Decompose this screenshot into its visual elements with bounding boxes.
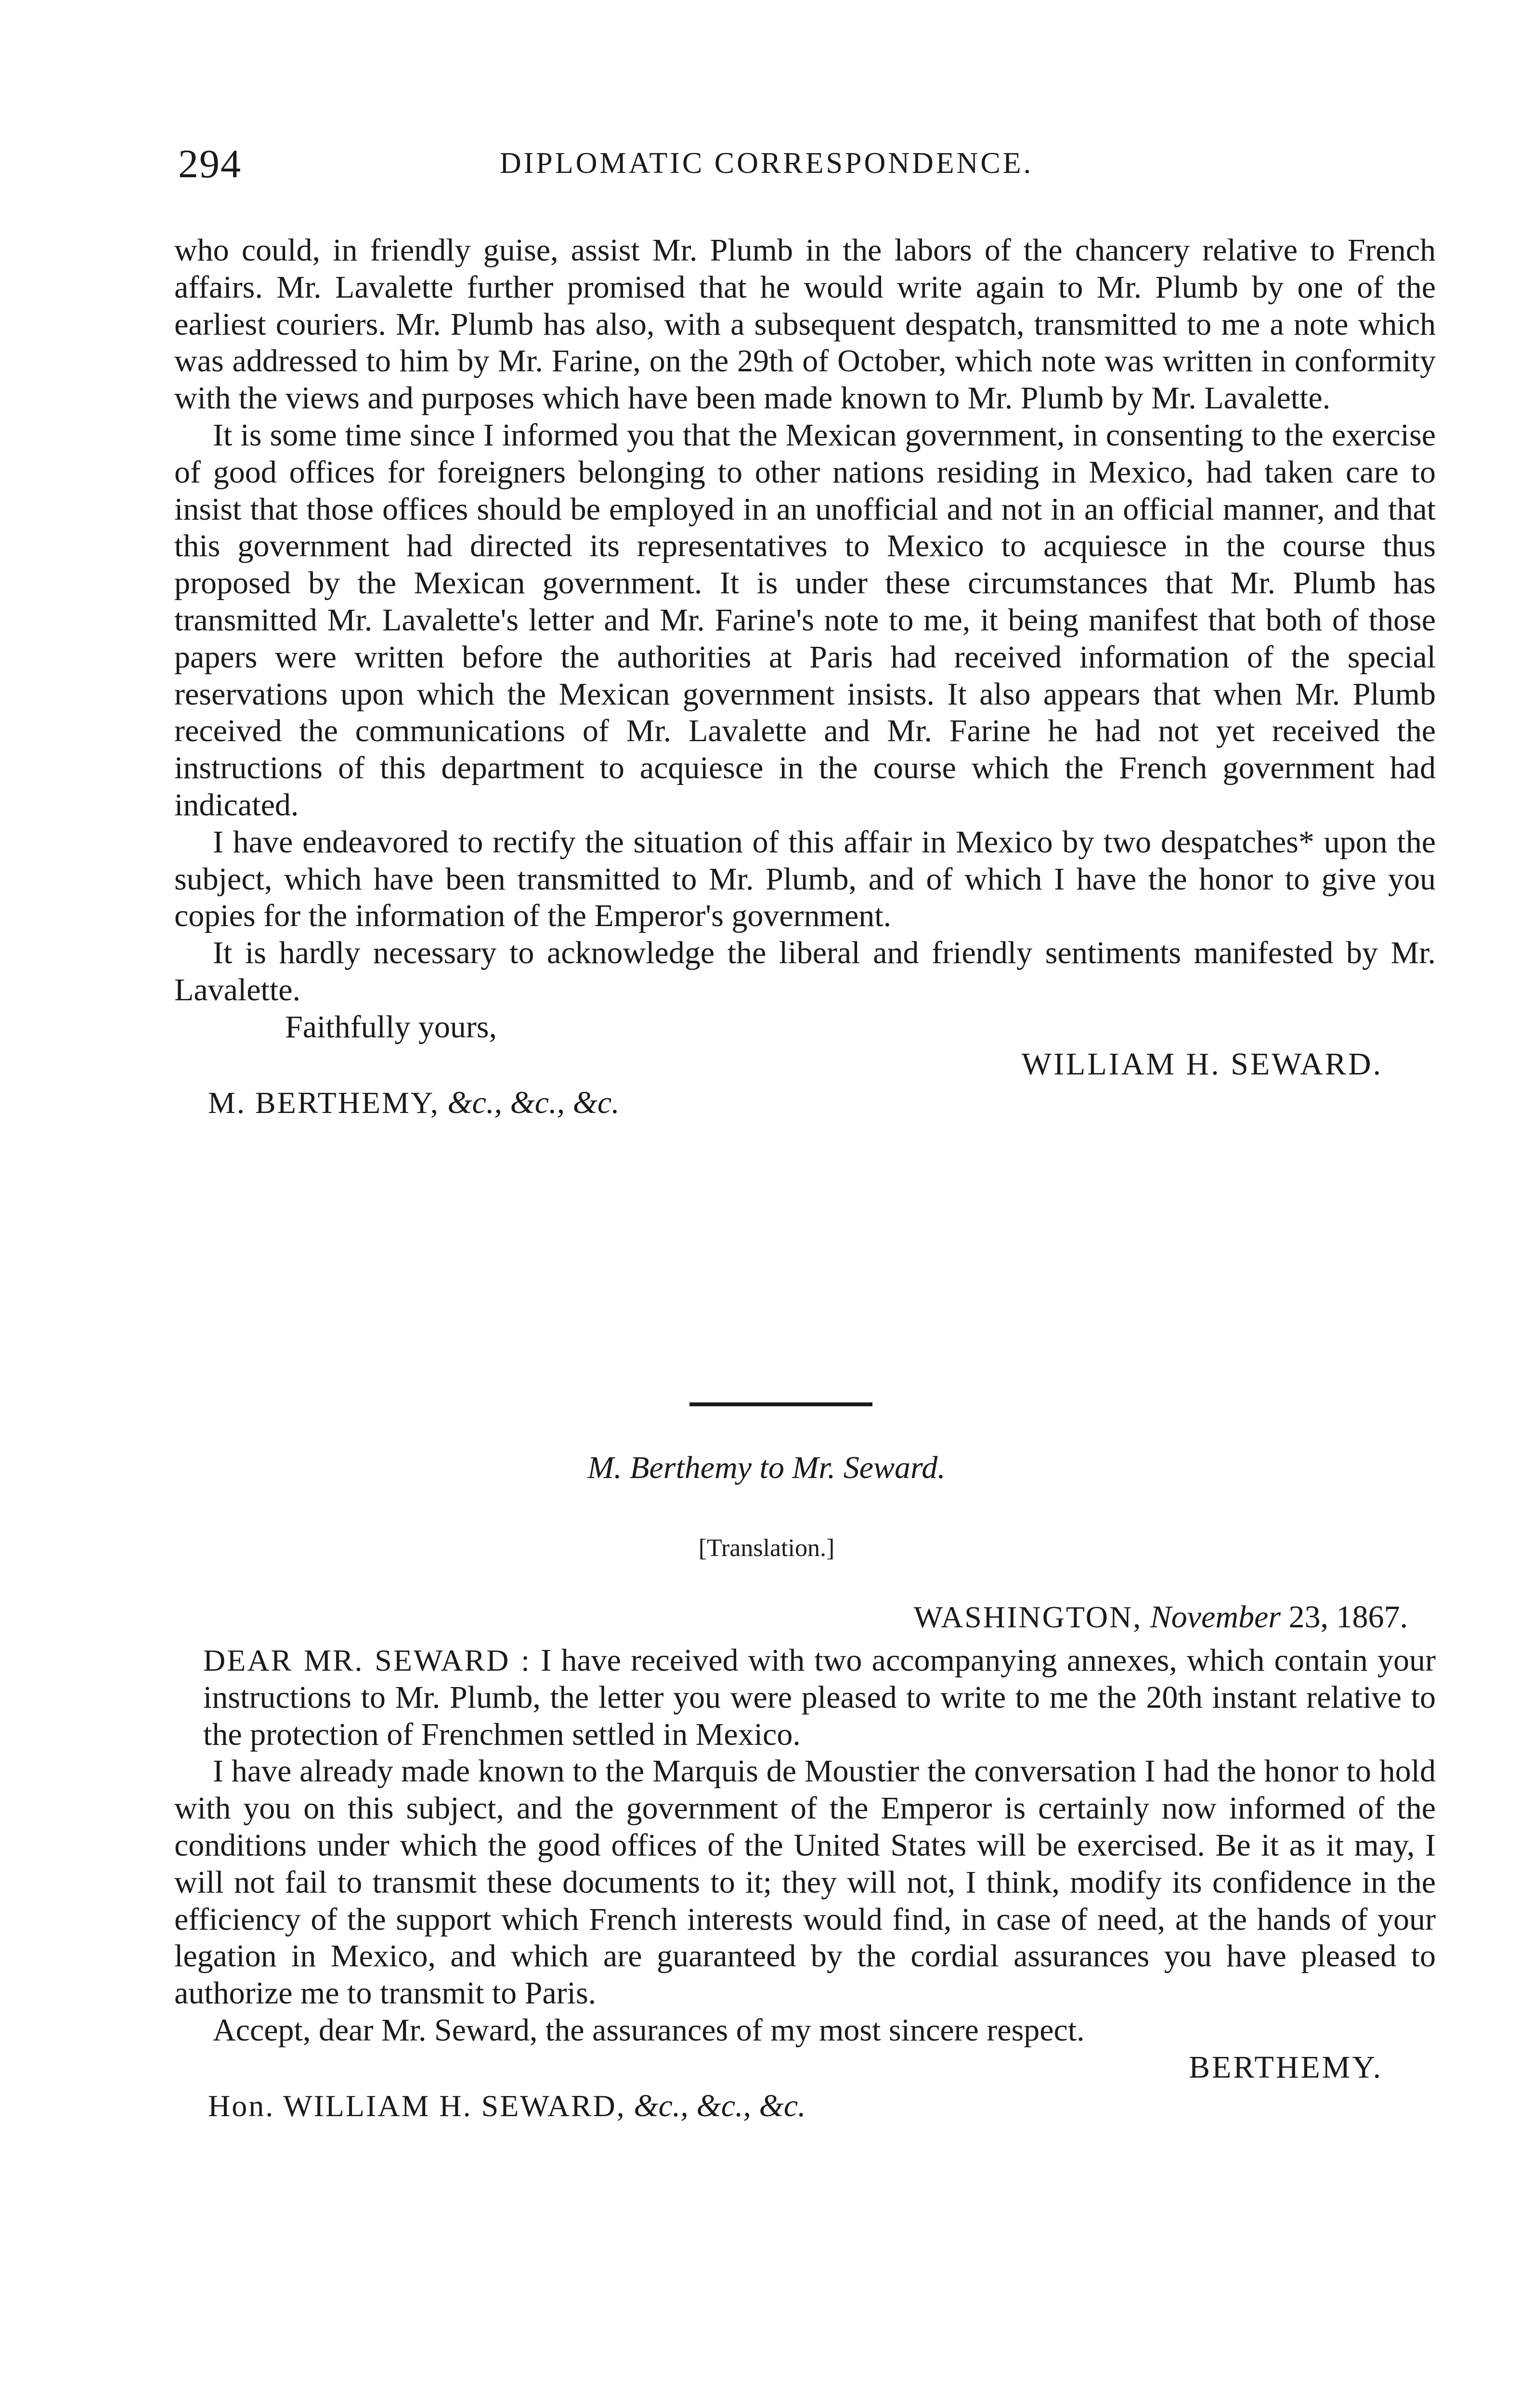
- addressee: [174, 2088, 1436, 2125]
- paragraph: It is hardly necessary to acknowledge the liberal and friendly sentiments manifested by Mr. Lavalette.: [174, 935, 1436, 1008]
- paragraph: who could, in friendly guise, assist Mr. Plumb in the labors of the chancery relative to French affairs. Mr. Lavalette further promised that he would write again to Mr. Plumb by one of the earliest couriers. Mr. Plumb has also, with a subsequent despatch, transmitted to me a note which was addressed to him by Mr. Farine, on the 29th of October, which note was written in conformity with the views and purposes which have been made known to Mr. Plumb by Mr. Lavalette.: [174, 233, 1436, 416]
- dateline-month: November: [1150, 1599, 1281, 1635]
- running-title: DIPLOMATIC CORRESPONDENCE.: [499, 147, 1034, 180]
- dateline-place: WASHINGTON,: [913, 1600, 1143, 1634]
- signature: BERTHEMY.: [1188, 2049, 1383, 2085]
- dateline: [914, 1599, 1408, 1636]
- paragraph: Accept, dear Mr. Seward, the assurances of my most sincere respect.: [213, 2012, 1085, 2048]
- addressee-name: M. BERTHEMY,: [208, 1085, 440, 1120]
- letter-seward-to-berthemy: [174, 232, 1436, 1121]
- page-number: 294: [178, 142, 242, 186]
- addressee-name: Hon. WILLIAM H. SEWARD,: [208, 2088, 626, 2123]
- letter-berthemy-to-seward: [174, 1642, 1436, 2125]
- signature-row: [174, 2049, 1436, 2088]
- paragraph: It is some time since I informed you that the Mexican government, in consenting to the exercise of good offices for foreigners belonging to other nations residing in Mexico, had taken care to insist that those offices should be employed in an unofficial and not in an official manner, and that this government had directed its representatives to Mexico to acquiesce in the course thus proposed by the Mexican government. It is under these circumstances that Mr. Plumb has transmitted Mr. Lavalette's letter and Mr. Farine's note to me, it being manifest that both of those papers were written before the authorities at Paris had received information of the special reservations upon which the Mexican government insists. It also appears that when Mr. Plumb received the communications of Mr. Lavalette and Mr. Farine he had not yet received the instructions of this department to acquiesce in the course which the French government had indicated.: [174, 417, 1436, 823]
- translation-note: [Translation.]: [698, 1534, 835, 1562]
- addressee: [174, 1085, 1436, 1122]
- dateline-rest: 23, 1867.: [1288, 1599, 1408, 1635]
- signature: WILLIAM H. SEWARD.: [1021, 1046, 1383, 1082]
- paragraph: I have endeavored to rectify the situation of this affair in Mexico by two despatches* upon the subject, which have been transmitted to Mr. Plumb, and of which I have the honor to give you copies for the information of the Emperor's government.: [174, 824, 1436, 934]
- complimentary-close: Faithfully yours,: [285, 1009, 497, 1045]
- signature-row: [174, 1046, 1436, 1085]
- section-divider: [689, 1402, 872, 1406]
- paragraph: I have received with two accompanying annexes, which contain your instructions to Mr. Plumb, the letter you were pleased to write to me the 20th instant relative to the protection of Frenchmen settled in Mexico.: [203, 1643, 1436, 1752]
- paragraph: I have already made known to the Marquis de Moustier the conversation I had the honor to hold with you on this subject, and the government of the Emperor is certainly now informed of the conditions under which the good offices of the United States will be exercised. Be it as it may, I will not fail to transmit these documents to it; they will not, I think, modify its confidence in the efficiency of the support which French interests would find, in case of need, at the hands of your legation in Mexico, and which are guaranteed by the cordial assurances you have pleased to authorize me to transmit to Paris.: [174, 1754, 1436, 2011]
- letter-heading: M. Berthemy to Mr. Seward.: [587, 1450, 946, 1485]
- addressee-etc: &c., &c., &c.: [447, 1085, 620, 1120]
- running-head: [173, 141, 1360, 189]
- salutation: DEAR MR. SEWARD :: [203, 1643, 531, 1677]
- paragraph-with-salutation: [174, 1642, 1436, 1753]
- addressee-etc: &c., &c., &c.: [634, 2088, 806, 2123]
